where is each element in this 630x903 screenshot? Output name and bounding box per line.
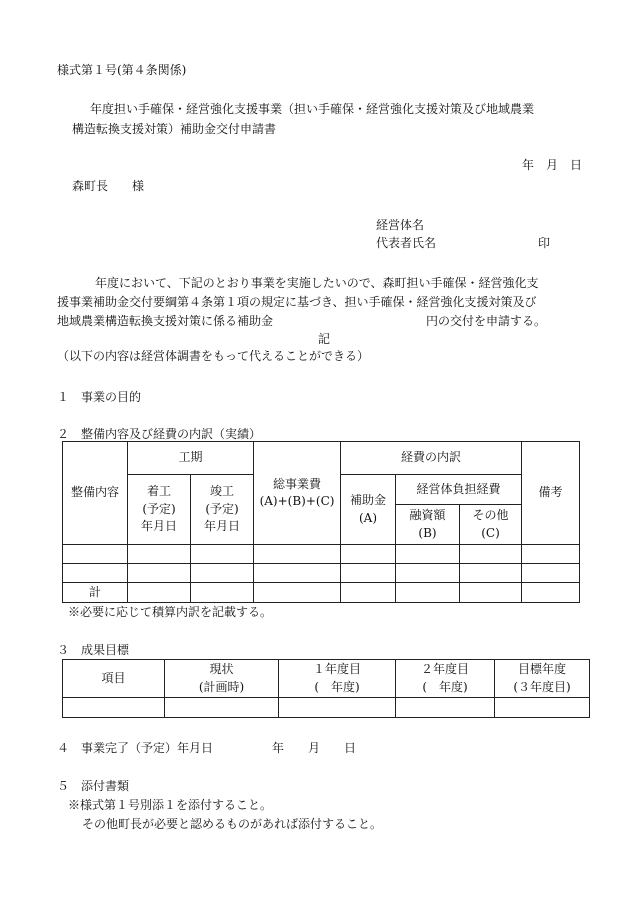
section5-item2: その他町長が必要と認めるものがあれば添付すること。 xyxy=(82,817,383,831)
table-cell[interactable] xyxy=(522,564,580,583)
document-title-line1: 年度担い手確保・経営強化支援事業（担い手確保・経営強化支援対策及び地域農業 xyxy=(90,102,535,116)
header-burden: 経営体負担経費 xyxy=(396,475,522,505)
header-start-line3: 年月日 xyxy=(140,519,177,534)
header-loan-line1: 融資額 xyxy=(409,508,446,523)
table-cell[interactable] xyxy=(128,564,191,583)
table-row xyxy=(63,545,580,564)
seal-mark: 印 xyxy=(538,236,551,250)
section1-title: １ 事業の目的 xyxy=(57,390,142,404)
section4-label: ４ 事業完了（予定）年月日 xyxy=(57,741,214,755)
table-cell[interactable] xyxy=(254,564,341,583)
date-label: 年 月 日 xyxy=(522,158,583,172)
goals-header-target-line2: (３年度目) xyxy=(513,679,571,694)
header-start-line1: 着工 xyxy=(146,484,171,499)
table-cell[interactable] xyxy=(63,698,165,718)
table-cell[interactable] xyxy=(279,698,396,718)
header-total-line1: 総事業費 xyxy=(273,476,322,491)
table-cell[interactable] xyxy=(165,698,279,718)
goals-header-year2-line2: ( 年度) xyxy=(422,679,468,694)
table-cell[interactable] xyxy=(522,583,580,603)
table-cell[interactable] xyxy=(341,545,396,564)
header-loan-line2: (B) xyxy=(418,525,437,540)
header-other-line1: その他 xyxy=(472,508,509,523)
header-start xyxy=(128,475,191,545)
section5-item1: ※様式第１号別添１を添付すること。 xyxy=(68,798,273,812)
table-cell[interactable] xyxy=(341,564,396,583)
body-text-line3b: 円の交付を申請する。 xyxy=(426,314,547,328)
header-end xyxy=(191,475,254,545)
header-breakdown: 経費の内訳 xyxy=(341,442,522,475)
table-cell[interactable] xyxy=(396,564,460,583)
goals-header-current-line2: (計画時) xyxy=(198,679,245,694)
body-text-line3a: 地域農業構造転換支援対策に係る補助金 xyxy=(57,314,274,328)
ki-heading: 記 xyxy=(318,332,331,346)
header-start-line2: (予定) xyxy=(142,501,176,516)
section2-footnote: ※必要に応じて積算内訳を記載する。 xyxy=(68,605,273,619)
header-other-line2: (C) xyxy=(481,525,500,540)
header-end-line2: (予定) xyxy=(205,501,239,516)
goals-header-current xyxy=(165,660,279,698)
table-cell[interactable] xyxy=(495,698,590,718)
header-item: 整備内容 xyxy=(63,442,128,545)
total-label: 計 xyxy=(63,583,128,603)
goals-header-current-line1: 現状 xyxy=(209,662,234,677)
body-text-line2: 援事業補助金交付要綱第４条第１項の規定に基づき、担い手確保・経営強化支援対策及び xyxy=(57,295,537,309)
table-cell[interactable] xyxy=(254,545,341,564)
header-subsidy xyxy=(341,475,396,545)
goals-header-year1-line1: １年度目 xyxy=(312,662,361,677)
goals-header-year1-line2: ( 年度) xyxy=(314,679,360,694)
table-cell[interactable] xyxy=(341,583,396,603)
table-cell[interactable] xyxy=(460,564,522,583)
table-cell[interactable] xyxy=(128,583,191,603)
table-row xyxy=(63,564,580,583)
header-loan xyxy=(396,505,460,545)
table-cell[interactable] xyxy=(254,583,341,603)
goals-header-year2-line1: ２年度目 xyxy=(420,662,469,677)
table-cell[interactable] xyxy=(460,583,522,603)
header-total xyxy=(254,442,341,545)
table-cell[interactable] xyxy=(396,545,460,564)
addressee: 森町長 様 xyxy=(72,179,145,193)
section4-date: 年 月 日 xyxy=(272,741,357,755)
goals-table xyxy=(62,659,590,718)
goals-header-item: 項目 xyxy=(63,660,165,698)
expense-table xyxy=(62,441,580,603)
table-cell[interactable] xyxy=(128,545,191,564)
table-row xyxy=(63,698,590,718)
applicant-org-label: 経営体名 xyxy=(376,218,425,232)
table-cell[interactable] xyxy=(191,545,254,564)
table-cell[interactable] xyxy=(63,564,128,583)
applicant-rep-label: 代表者氏名 xyxy=(376,236,437,250)
header-end-line1: 竣工 xyxy=(210,484,235,499)
goals-header-target-line1: 目標年度 xyxy=(517,662,566,677)
table-cell[interactable] xyxy=(396,698,495,718)
header-remarks: 備考 xyxy=(522,442,580,545)
header-end-line3: 年月日 xyxy=(204,519,241,534)
table-cell[interactable] xyxy=(522,545,580,564)
form-number: 様式第１号(第４条関係) xyxy=(57,63,187,77)
table-total-row xyxy=(63,583,580,603)
document-title-line2: 構造転換支援対策）補助金交付申請書 xyxy=(72,122,277,136)
goals-header-year2 xyxy=(396,660,495,698)
substitution-note: （以下の内容は経営体調書をもって代えることができる） xyxy=(57,349,370,363)
header-total-line2: (A)+(B)+(C) xyxy=(259,494,335,508)
section2-title: ２ 整備内容及び経費の内訳（実績） xyxy=(57,427,262,441)
header-other xyxy=(460,505,522,545)
section5-title: ５ 添付書類 xyxy=(57,779,130,793)
table-cell[interactable] xyxy=(191,564,254,583)
goals-header-year1 xyxy=(279,660,396,698)
table-cell[interactable] xyxy=(63,545,128,564)
goals-header-target xyxy=(495,660,590,698)
section3-title: ３ 成果目標 xyxy=(57,643,130,657)
table-cell[interactable] xyxy=(191,583,254,603)
header-period: 工期 xyxy=(128,442,254,475)
table-cell[interactable] xyxy=(396,583,460,603)
header-subsidy-line2: (A) xyxy=(359,510,378,525)
body-text-line1: 年度において、下記のとおり事業を実施したいので、森町担い手確保・経営強化支 xyxy=(95,276,539,290)
table-cell[interactable] xyxy=(460,545,522,564)
header-subsidy-line1: 補助金 xyxy=(350,493,387,508)
